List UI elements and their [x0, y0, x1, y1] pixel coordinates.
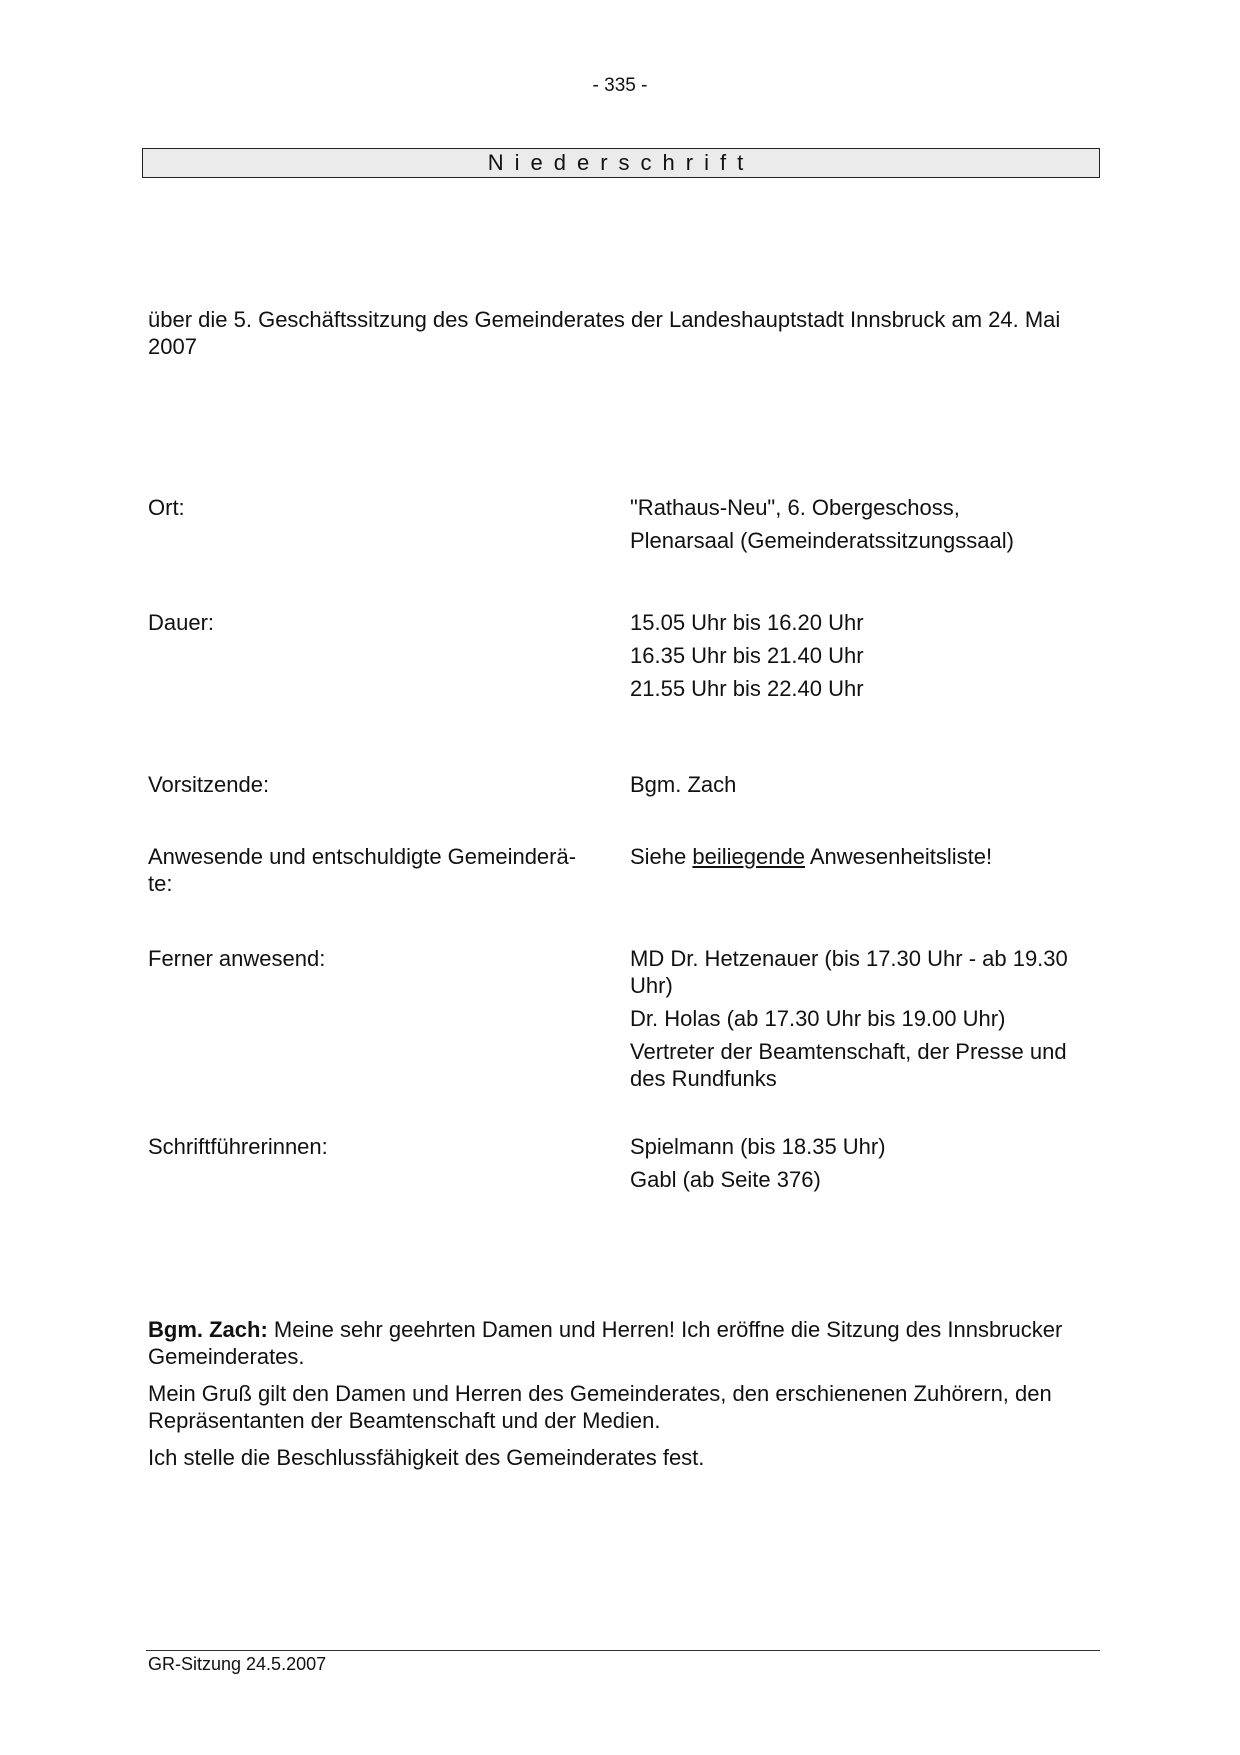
meeting-subject: über die 5. Geschäftssitzung des Gemeinderates der Landeshauptstadt Innsbruck am 24. Mai 2007: [148, 307, 1061, 359]
speaker-name: Bgm. Zach:: [148, 1317, 268, 1342]
value-anwesende: [630, 843, 1100, 870]
value-ort: [630, 494, 1100, 560]
speech-paragraph: Ich stelle die Beschlussfähigkeit des Gemeinderates fest.: [148, 1445, 705, 1470]
label-vorsitzende: Vorsitzende:: [148, 772, 270, 797]
page-number: - 335 -: [592, 75, 648, 96]
label-schriftfuehrer: Schriftführerinnen:: [148, 1134, 328, 1159]
value-ort-line: Plenarsaal (Gemeinderatssitzungssaal): [630, 528, 1014, 553]
speech-text: Meine sehr geehrten Damen und Herren! Ich eröffne die Sitzung des Innsbrucker Gemeinderates.: [148, 1317, 1063, 1369]
document-title: Niederschrift: [142, 148, 1100, 178]
label-ferner: Ferner anwesend:: [148, 946, 326, 971]
value-ferner: [630, 945, 1100, 1098]
value-dauer-line: 16.35 Uhr bis 21.40 Uhr: [630, 643, 864, 668]
value-vorsitzende: Bgm. Zach: [630, 772, 737, 797]
speech-paragraph: Mein Gruß gilt den Damen und Herren des Gemeinderates, den erschienenen Zuhörern, den Repräsentanten der Beamtenschaft und der Medien.: [148, 1381, 1052, 1433]
value-dauer-line: 21.55 Uhr bis 22.40 Uhr: [630, 676, 864, 701]
opening-speech: [148, 1316, 1098, 1481]
speech-paragraph: [148, 1316, 1098, 1370]
value-dauer-line: 15.05 Uhr bis 16.20 Uhr: [630, 610, 864, 635]
value-schriftfuehrer: [630, 1133, 1100, 1199]
footer-text: GR-Sitzung 24.5.2007: [148, 1654, 327, 1674]
label-ort: Ort:: [148, 495, 185, 520]
value-anwesende-suffix: Anwesenheitsliste!: [809, 844, 993, 869]
value-ferner-line: Vertreter der Beamtenschaft, der Presse und des Rundfunks: [630, 1039, 1067, 1091]
label-anwesende-line: te:: [148, 871, 173, 896]
value-ferner-line: Dr. Holas (ab 17.30 Uhr bis 19.00 Uhr): [630, 1006, 1006, 1031]
value-anwesende-prefix: Siehe: [630, 844, 687, 869]
label-anwesende: [148, 843, 608, 897]
label-anwesende-line: Anwesende und entschuldigte Gemeinderä-: [148, 844, 577, 869]
value-schriftfuehrer-line: Gabl (ab Seite 376): [630, 1167, 821, 1192]
footer-divider: [146, 1650, 1100, 1651]
value-schriftfuehrer-line: Spielmann (bis 18.35 Uhr): [630, 1134, 886, 1159]
value-ort-line: "Rathaus-Neu", 6. Obergeschoss,: [630, 495, 960, 520]
value-ferner-line: MD Dr. Hetzenauer (bis 17.30 Uhr - ab 19.30 Uhr): [630, 946, 1068, 998]
value-dauer: [630, 609, 1100, 708]
value-anwesende-underlined: beiliegende: [692, 844, 805, 869]
label-dauer: Dauer:: [148, 610, 215, 635]
